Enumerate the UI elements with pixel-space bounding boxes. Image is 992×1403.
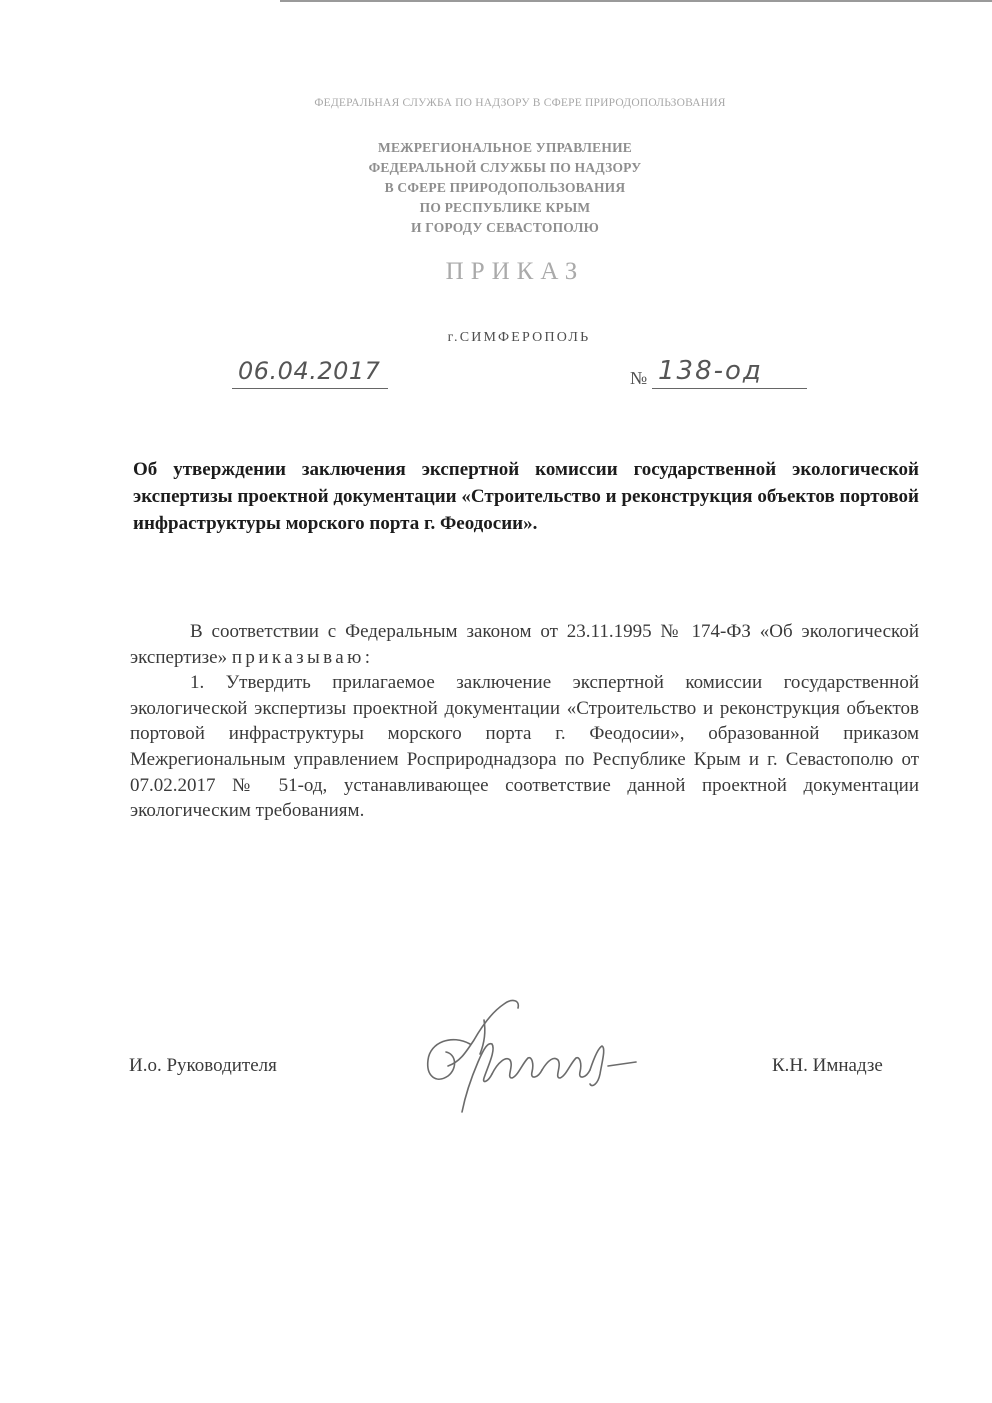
order-subject: Об утверждении заключения экспертной комиссии государственной экологической экспертизы проектной документации «Строительство и реконструкция объектов портовой инфраструктуры морского порта г. Феодосии». [133,459,919,534]
handwritten-signature [422,992,642,1127]
signer-name: К.Н. Имнадзе [772,1055,883,1076]
federal-service-header: ФЕДЕРАЛЬНАЯ СЛУЖБА ПО НАДЗОРУ В СФЕРЕ ПРИРОДОПОЛЬЗОВАНИЯ [314,97,726,109]
document-type-title: ПРИКАЗ [445,258,585,285]
item-1-paragraph: 1. Утвердить прилагаемое заключение экспертной комиссии государственной экологической экспертизы проектной документации «Строительство и реконструкция объектов портовой инфраструктуры морского порта г. Феодосии», образованной приказом Межрегиональным управлением Росприроднадзора по Республике Крым и г. Севастополю от 07.02.2017 № 51-од, устанавливающее соответствие данной проектной документации экологическим требованиям. [130,672,919,822]
agency-name-block [0,138,992,238]
order-date: 06.04.2017 [238,357,381,385]
city-name: г.СИМФЕРОПОЛЬ [447,330,591,345]
agency-line: В СФЕРЕ ПРИРОДОПОЛЬЗОВАНИЯ [384,180,626,195]
agency-line: ПО РЕСПУБЛИКЕ КРЫМ [419,200,591,215]
order-word: приказываю: [231,646,374,668]
intro-text: В соответствии с Федеральным законом от 23.11.1995 № 174-ФЗ «Об экологической экспертизе» [130,621,919,668]
order-date-field [232,356,388,389]
intro-paragraph [130,619,919,670]
order-body [130,619,919,824]
agency-line: И ГОРОДУ СЕВАСТОПОЛЮ [410,220,599,235]
order-number-field [652,356,807,389]
signer-title: И.о. Руководителя [129,1055,277,1076]
order-number-prefix: № [630,368,648,388]
order-number: 138-од [658,356,763,386]
scan-edge-line [280,0,992,2]
agency-line: ФЕДЕРАЛЬНОЙ СЛУЖБЫ ПО НАДЗОРУ [368,160,642,175]
agency-line: МЕЖРЕГИОНАЛЬНОЕ УПРАВЛЕНИЕ [378,140,632,155]
